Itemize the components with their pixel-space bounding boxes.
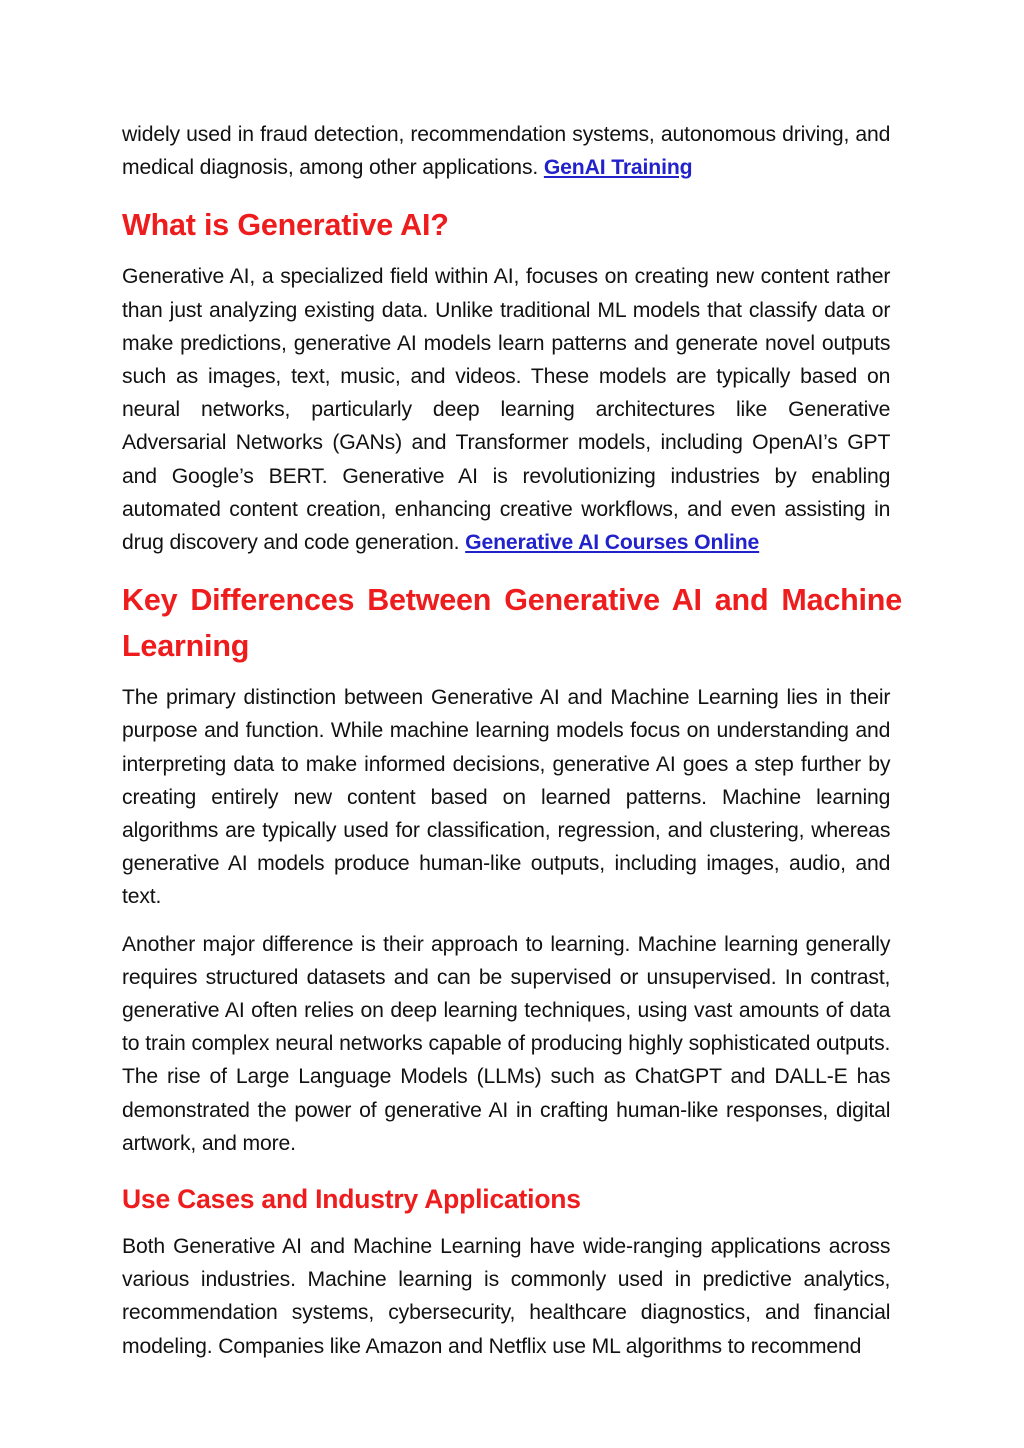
link-generative-ai-courses-online[interactable]: Generative AI Courses Online [465,530,760,555]
paragraph-what-is-generative-ai-text: Generative AI, a specialized field within AI, focuses on creating new content rather than just analyzing existing data. Unlike traditional ML models that classify data or make predictions, generative AI models learn patterns and generate novel outputs such as images, text, music, and videos. These models are typically based on neural networks, particularly deep learning architectures like Generative Adversarial Networks (GANs) and Transformer models, including OpenAI’s GPT and Google’s BERT. Generative AI is revolutionizing industries by enabling automated content creation, enhancing creative workflows, and even assisting in drug discovery and code generation. [122,264,891,555]
paragraph-intro-text: widely used in fraud detection, recommendation systems, autonomous driving, and medical diagnosis, among other applications. [122,122,891,180]
paragraph-intro [122,118,890,184]
link-genai-training[interactable]: GenAI Training [543,155,693,180]
paragraph-what-is-generative-ai [122,260,890,559]
heading-key-differences: Key Differences Between Generative AI and Machine Learning [122,583,902,664]
paragraph-use-cases: Both Generative AI and Machine Learning have wide-ranging applications across various industries. Machine learning is commonly used in predictive analytics, recommendation systems, cybersecurity, healthcare diagnostics, and financial modeling. Companies like Amazon and Netflix use ML algorithms to recommend [122,1234,891,1358]
paragraph-key-differences-2: Another major difference is their approach to learning. Machine learning generally requires structured datasets and can be supervised or unsupervised. In contrast, generative AI often relies on deep learning techniques, using vast amounts of data to train complex neural networks capable of producing highly sophisticated outputs. The rise of Large Language Models (LLMs) such as ChatGPT and DALL-E has demonstrated the power of generative AI in crafting human-like responses, digital artwork, and more. [122,931,891,1155]
document-body [122,118,902,1363]
heading-use-cases: Use Cases and Industry Applications [122,1184,581,1215]
heading-what-is-generative-ai: What is Generative AI? [122,208,449,243]
paragraph-key-differences-1: The primary distinction between Generative AI and Machine Learning lies in their purpose and function. While machine learning models focus on understanding and interpreting data to make informed decisions, generative AI goes a step further by creating entirely new content based on learned patterns. Machine learning algorithms are typically used for classification, regression, and clustering, whereas generative AI models produce human-like outputs, including images, audio, and text. [122,685,891,909]
